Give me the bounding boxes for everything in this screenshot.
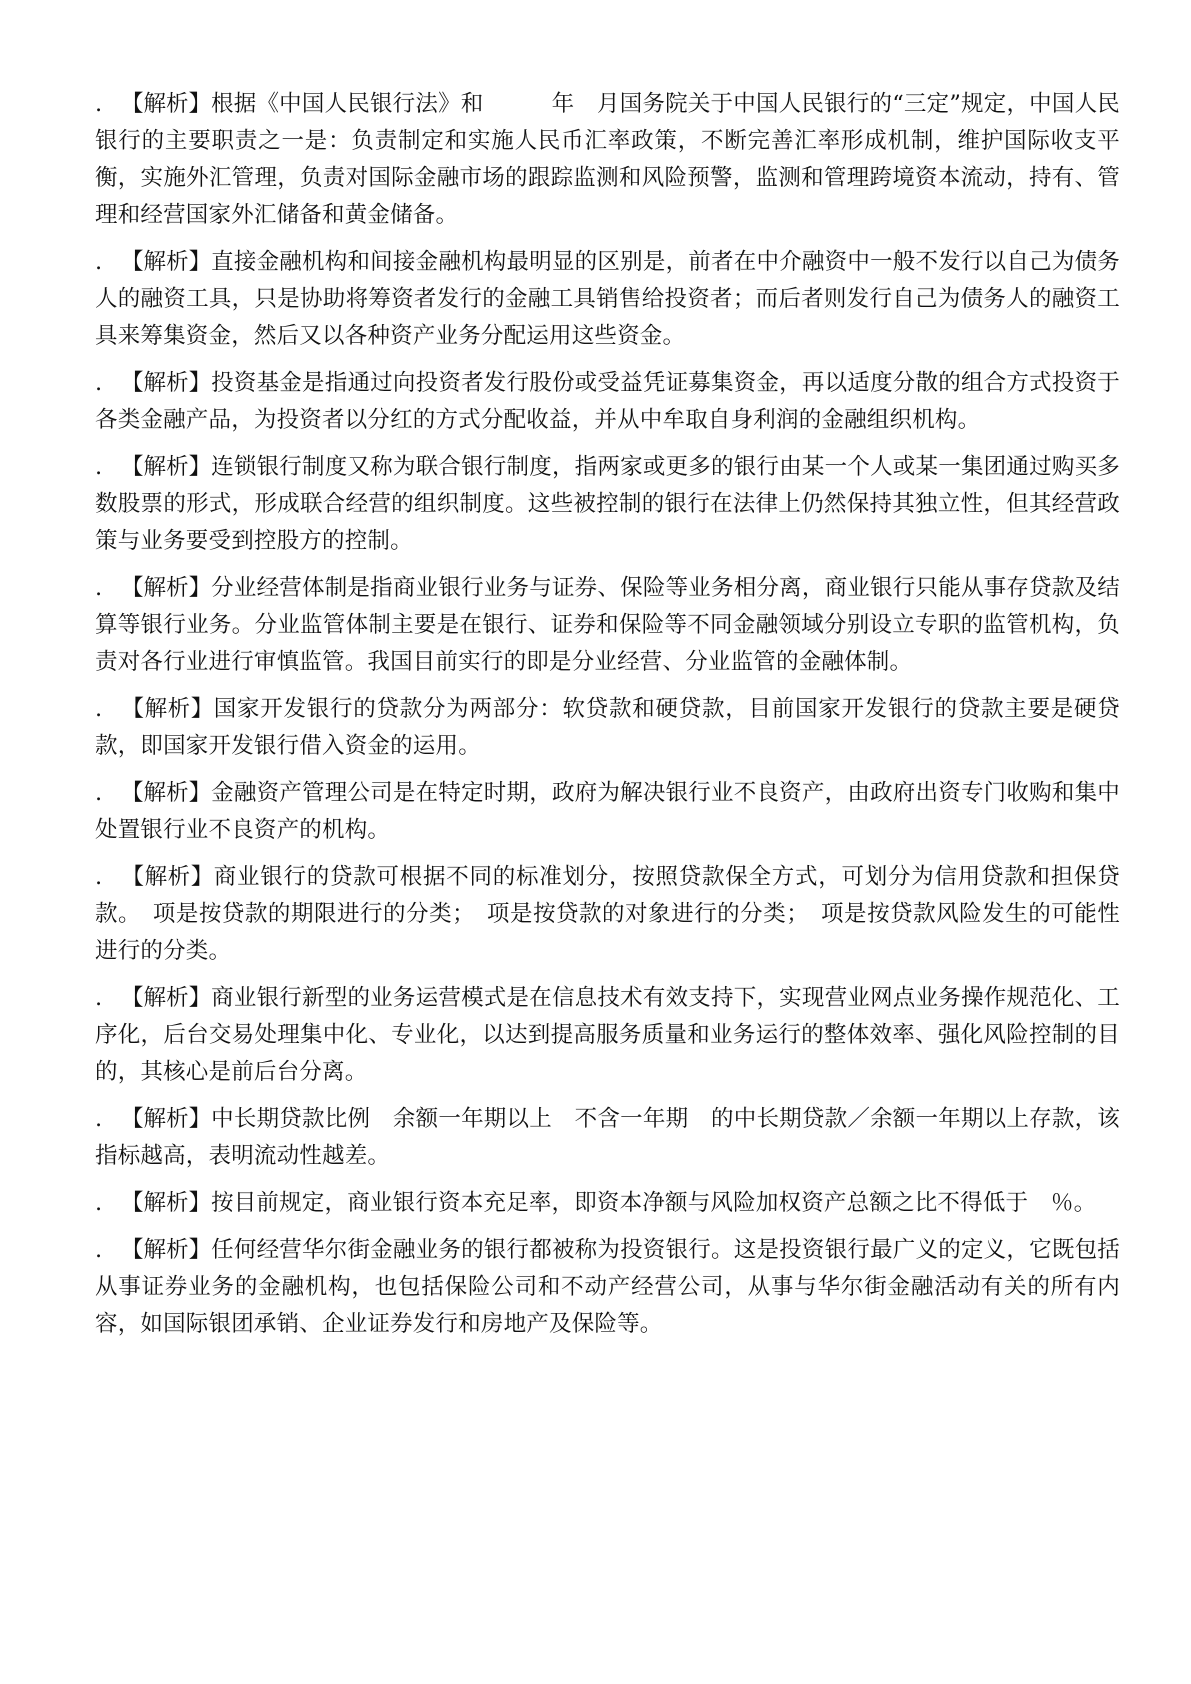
analysis-text: 按目前规定，商业银行资本充足率，即资本净额与风险加权资产总额之比不得低于 ％。 — [211, 1190, 1097, 1216]
answer-paragraph-9 — [95, 980, 1120, 1091]
analysis-tag: 【解析】 — [121, 985, 212, 1011]
analysis-tag: 【解析】 — [121, 1106, 212, 1132]
analysis-tag: 【解析】 — [121, 370, 212, 396]
item-marker: . — [95, 91, 103, 117]
analysis-tag: 【解析】 — [121, 696, 214, 722]
item-marker: . — [95, 985, 103, 1011]
item-marker: . — [95, 696, 103, 722]
answer-paragraph-7 — [95, 775, 1120, 849]
item-marker: . — [95, 249, 103, 275]
analysis-text: 商业银行的贷款可根据不同的标准划分，按照贷款保全方式，可划分为信用贷款和担保贷款。 项是按贷款的期限进行的分类； 项是按贷款的对象进行的分类； 项是按贷款风险发生的可能性进行的分类。 — [95, 864, 1120, 964]
analysis-text: 连锁银行制度又称为联合银行制度，指两家或更多的银行由某一个人或某一集团通过购买多数股票的形式，形成联合经营的组织制度。这些被控制的银行在法律上仍然保持其独立性，但其经营政策与业务要受到控股方的控制。 — [95, 454, 1120, 554]
analysis-text: 根据《中国人民银行法》和 年 月国务院关于中国人民银行的“三定”规定，中国人民银行的主要职责之一是：负责制定和实施人民币汇率政策，不断完善汇率形成机制，维护国际收支平衡，实施外汇管理，负责对国际金融市场的跟踪监测和风险预警，监测和管理跨境资本流动，持有、管理和经营国家外汇储备和黄金储备。 — [95, 91, 1120, 228]
item-marker: . — [95, 1237, 103, 1263]
answer-paragraph-1 — [95, 86, 1120, 234]
answer-paragraph-3 — [95, 365, 1120, 439]
analysis-tag: 【解析】 — [121, 575, 212, 601]
document-body — [95, 86, 1120, 1353]
analysis-text: 金融资产管理公司是在特定时期，政府为解决银行业不良资产，由政府出资专门收购和集中处置银行业不良资产的机构。 — [95, 780, 1120, 843]
answer-paragraph-8 — [95, 859, 1120, 970]
item-marker: . — [95, 370, 103, 396]
item-marker: . — [95, 575, 103, 601]
answer-paragraph-2 — [95, 244, 1120, 355]
analysis-tag: 【解析】 — [121, 780, 212, 806]
answer-paragraph-11 — [95, 1185, 1120, 1222]
item-marker: . — [95, 864, 103, 890]
item-marker: . — [95, 454, 103, 480]
analysis-text: 国家开发银行的贷款分为两部分：软贷款和硬贷款，目前国家开发银行的贷款主要是硬贷款，即国家开发银行借入资金的运用。 — [95, 696, 1120, 759]
analysis-tag: 【解析】 — [121, 454, 212, 480]
analysis-tag: 【解析】 — [121, 1190, 212, 1216]
analysis-tag: 【解析】 — [121, 91, 212, 117]
answer-paragraph-6 — [95, 691, 1120, 765]
analysis-tag: 【解析】 — [121, 864, 214, 890]
item-marker: . — [95, 1190, 103, 1216]
answer-paragraph-10 — [95, 1101, 1120, 1175]
analysis-text: 商业银行新型的业务运营模式是在信息技术有效支持下，实现营业网点业务操作规范化、工序化，后台交易处理集中化、专业化，以达到提高服务质量和业务运行的整体效率、强化风险控制的目的，其核心是前后台分离。 — [95, 985, 1120, 1085]
analysis-text: 投资基金是指通过向投资者发行股份或受益凭证募集资金，再以适度分散的组合方式投资于各类金融产品，为投资者以分红的方式分配收益，并从中牟取自身利润的金融组织机构。 — [95, 370, 1120, 433]
analysis-text: 中长期贷款比例 余额一年期以上 不含一年期 的中长期贷款／余额一年期以上存款，该指标越高，表明流动性越差。 — [95, 1106, 1120, 1169]
answer-paragraph-5 — [95, 570, 1120, 681]
analysis-tag: 【解析】 — [121, 1237, 212, 1263]
answer-paragraph-12 — [95, 1232, 1120, 1343]
item-marker: . — [95, 1106, 103, 1132]
item-marker: . — [95, 780, 103, 806]
analysis-tag: 【解析】 — [121, 249, 212, 275]
analysis-text: 直接金融机构和间接金融机构最明显的区别是，前者在中介融资中一般不发行以自己为债务人的融资工具，只是协助将筹资者发行的金融工具销售给投资者；而后者则发行自己为债务人的融资工具来筹集资金，然后又以各种资产业务分配运用这些资金。 — [95, 249, 1120, 349]
analysis-text: 任何经营华尔街金融业务的银行都被称为投资银行。这是投资银行最广义的定义，它既包括从事证券业务的金融机构，也包括保险公司和不动产经营公司，从事与华尔街金融活动有关的所有内容，如国际银团承销、企业证券发行和房地产及保险等。 — [95, 1237, 1120, 1337]
answer-paragraph-4 — [95, 449, 1120, 560]
analysis-text: 分业经营体制是指商业银行业务与证券、保险等业务相分离，商业银行只能从事存贷款及结算等银行业务。分业监管体制主要是在银行、证券和保险等不同金融领域分别设立专职的监管机构，负责对各行业进行审慎监管。我国目前实行的即是分业经营、分业监管的金融体制。 — [95, 575, 1120, 675]
